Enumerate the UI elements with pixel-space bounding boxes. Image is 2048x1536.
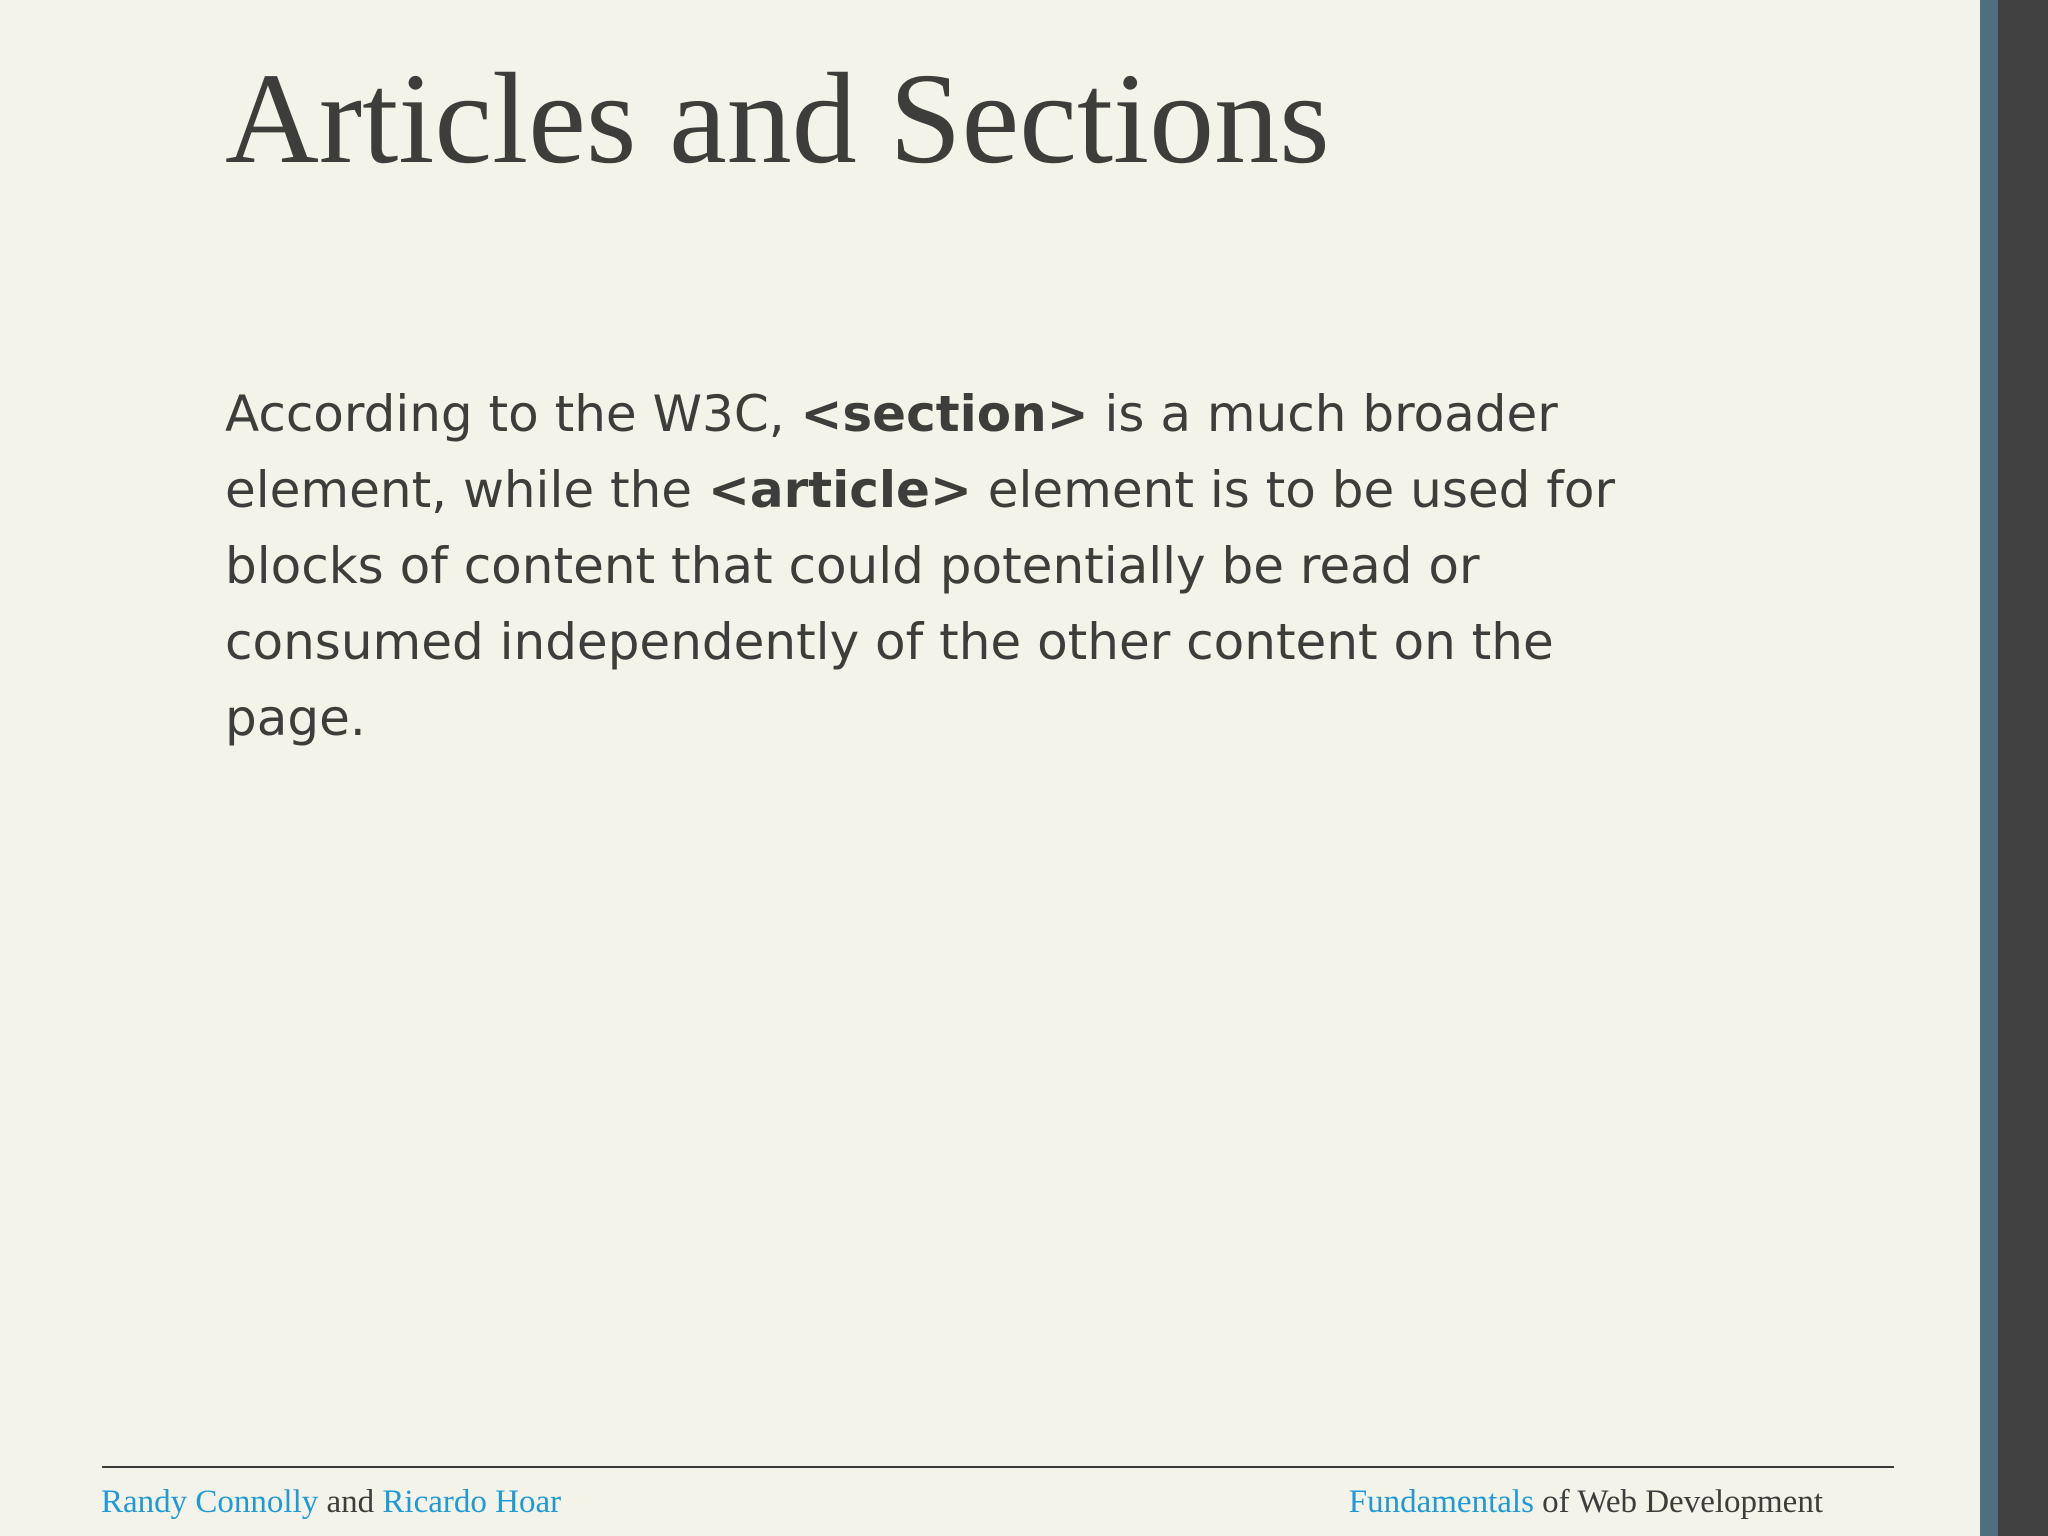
author-name-1: Randy Connolly: [101, 1484, 319, 1520]
body-text-segment-2: is a much broader element, while the: [225, 385, 1558, 519]
footer-authors: [101, 1482, 561, 1522]
body-text-segment-3: element is to be used for blocks of content that could potentially be read or consumed independently of the other content on the page.: [225, 461, 1616, 747]
slide-body-paragraph: [225, 376, 1645, 756]
right-edge-dark-border: [1998, 0, 2048, 1536]
body-text-segment-1: According to the W3C,: [225, 385, 801, 443]
book-title-highlight: Fundamentals: [1348, 1484, 1534, 1520]
author-name-2: Ricardo Hoar: [382, 1484, 562, 1520]
footer-book-title: [1349, 1482, 1823, 1522]
article-tag-emphasis: <article>: [707, 461, 972, 519]
author-conjunction: and: [318, 1484, 383, 1520]
footer-divider: [102, 1466, 1894, 1468]
book-title-rest: of Web Development: [1533, 1484, 1823, 1520]
section-tag-emphasis: <section>: [800, 385, 1089, 443]
slide-title: Articles and Sections: [225, 47, 1330, 191]
right-edge-accent-band: [1980, 0, 1998, 1536]
